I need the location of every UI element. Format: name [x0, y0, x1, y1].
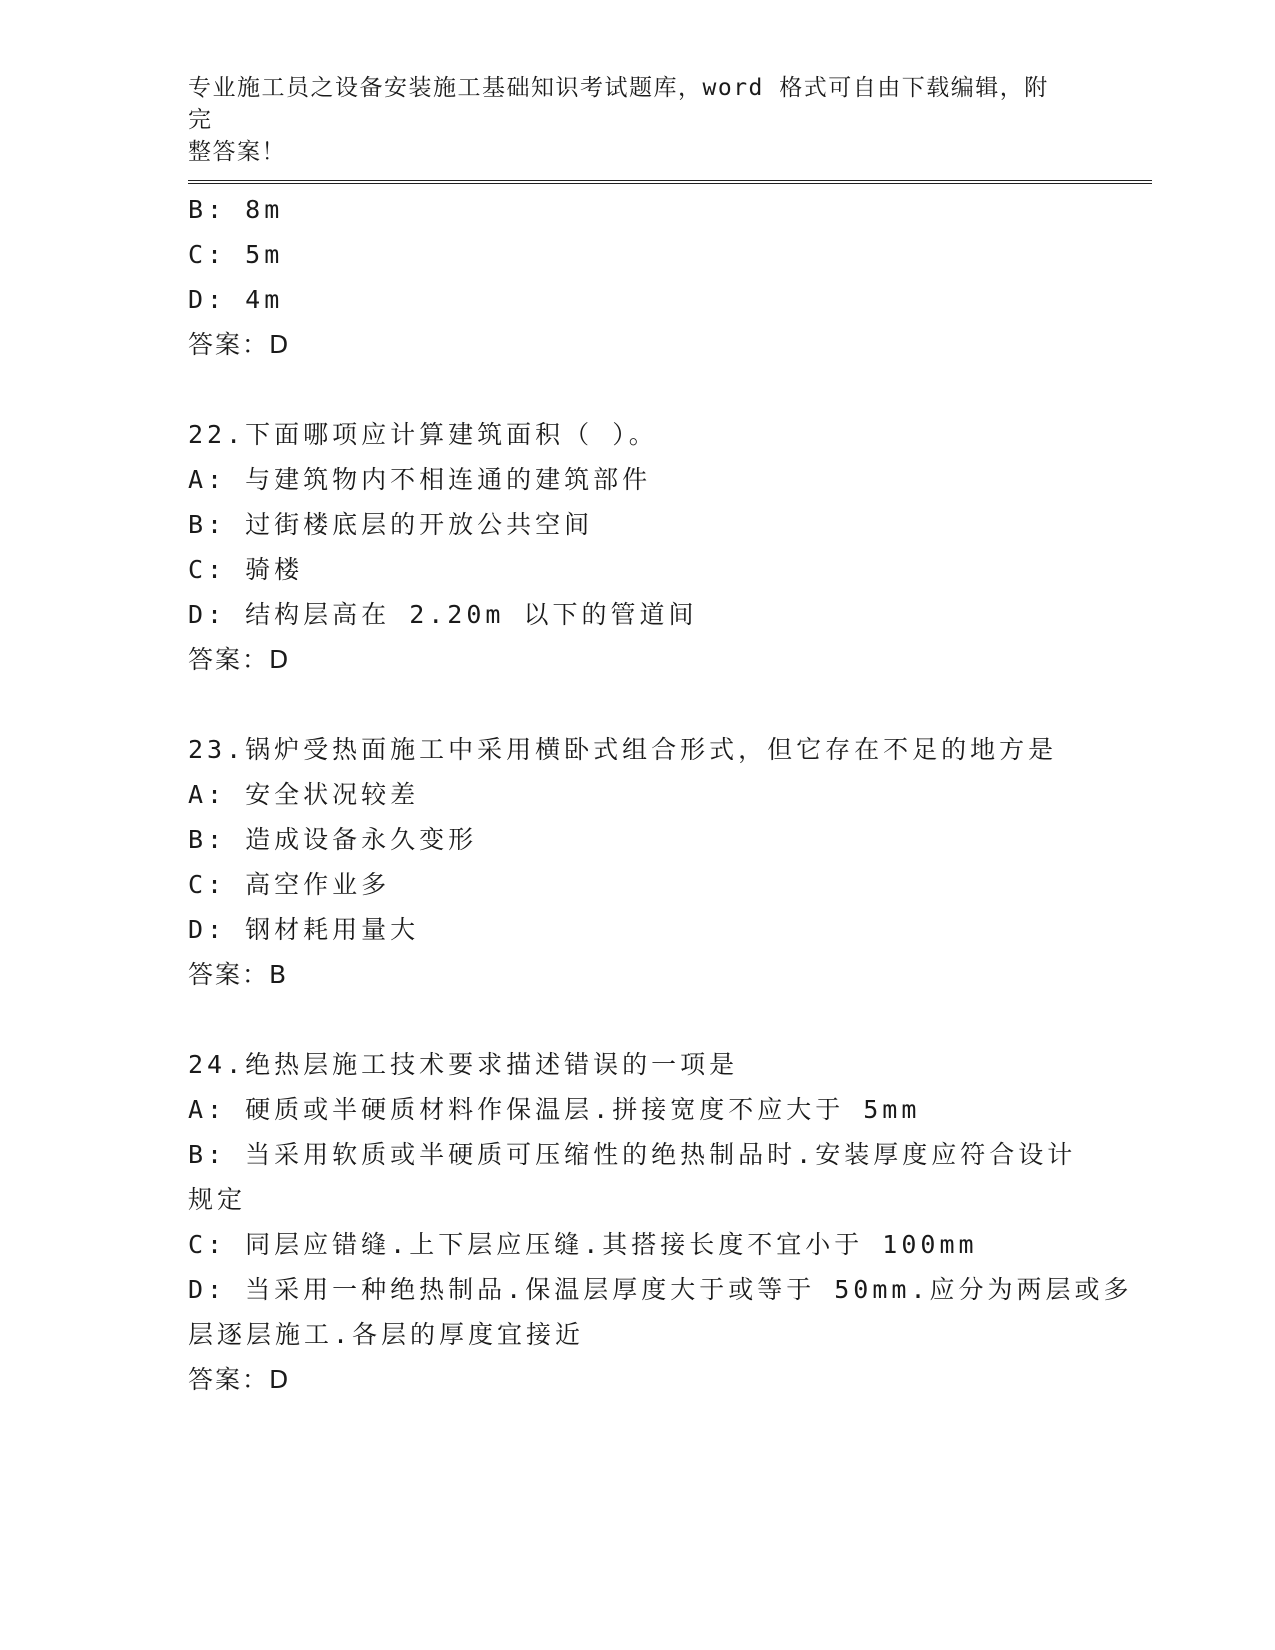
q24-option-d-line-1: D: 当采用一种绝热制品.保温层厚度大于或等于 50mm.应分为两层或多 — [188, 1275, 1133, 1304]
q23-option-d: D: 钢材耗用量大 — [188, 915, 420, 944]
page-header — [188, 72, 1068, 168]
q21-answer: 答案：D — [188, 330, 291, 359]
header-line-1: 专业施工员之设备安装施工基础知识考试题库，word 格式可自由下载编辑，附完 — [188, 75, 1049, 133]
header-divider — [188, 180, 1152, 184]
q21-option-d: D: 4m — [188, 285, 284, 314]
q24-option-b-line-1: B: 当采用软质或半硬质可压缩性的绝热制品时.安装厚度应符合设计 — [188, 1140, 1077, 1169]
q23-question: 23.锅炉受热面施工中采用横卧式组合形式，但它存在不足的地方是 — [188, 735, 1058, 764]
q22-option-a: A: 与建筑物内不相连通的建筑部件 — [188, 465, 652, 494]
q23-answer: 答案：B — [188, 960, 289, 989]
q21-option-b: B: 8m — [188, 195, 284, 224]
q24-option-d-line-2: 层逐层施工.各层的厚度宜接近 — [188, 1320, 585, 1349]
q22-option-c: C: 骑楼 — [188, 555, 304, 584]
q24-answer: 答案：D — [188, 1365, 291, 1394]
q22-option-d: D: 结构层高在 2.20m 以下的管道间 — [188, 600, 698, 629]
q21-option-c: C: 5m — [188, 240, 284, 269]
q24-option-c: C: 同层应错缝.上下层应压缝.其搭接长度不宜小于 100mm — [188, 1230, 978, 1259]
q22-answer: 答案：D — [188, 645, 291, 674]
q23-option-a: A: 安全状况较差 — [188, 780, 420, 809]
q23-option-b: B: 造成设备永久变形 — [188, 825, 478, 854]
header-line-2: 整答案！ — [188, 139, 286, 165]
q22-option-b: B: 过街楼底层的开放公共空间 — [188, 510, 594, 539]
q24-option-a: A: 硬质或半硬质材料作保温层.拼接宽度不应大于 5mm — [188, 1095, 921, 1124]
q23-option-c: C: 高空作业多 — [188, 870, 391, 899]
q24-option-b-line-2: 规定 — [188, 1185, 247, 1214]
q24-question: 24.绝热层施工技术要求描述错误的一项是 — [188, 1050, 739, 1079]
q22-question: 22.下面哪项应计算建筑面积（ ）。 — [188, 420, 658, 449]
